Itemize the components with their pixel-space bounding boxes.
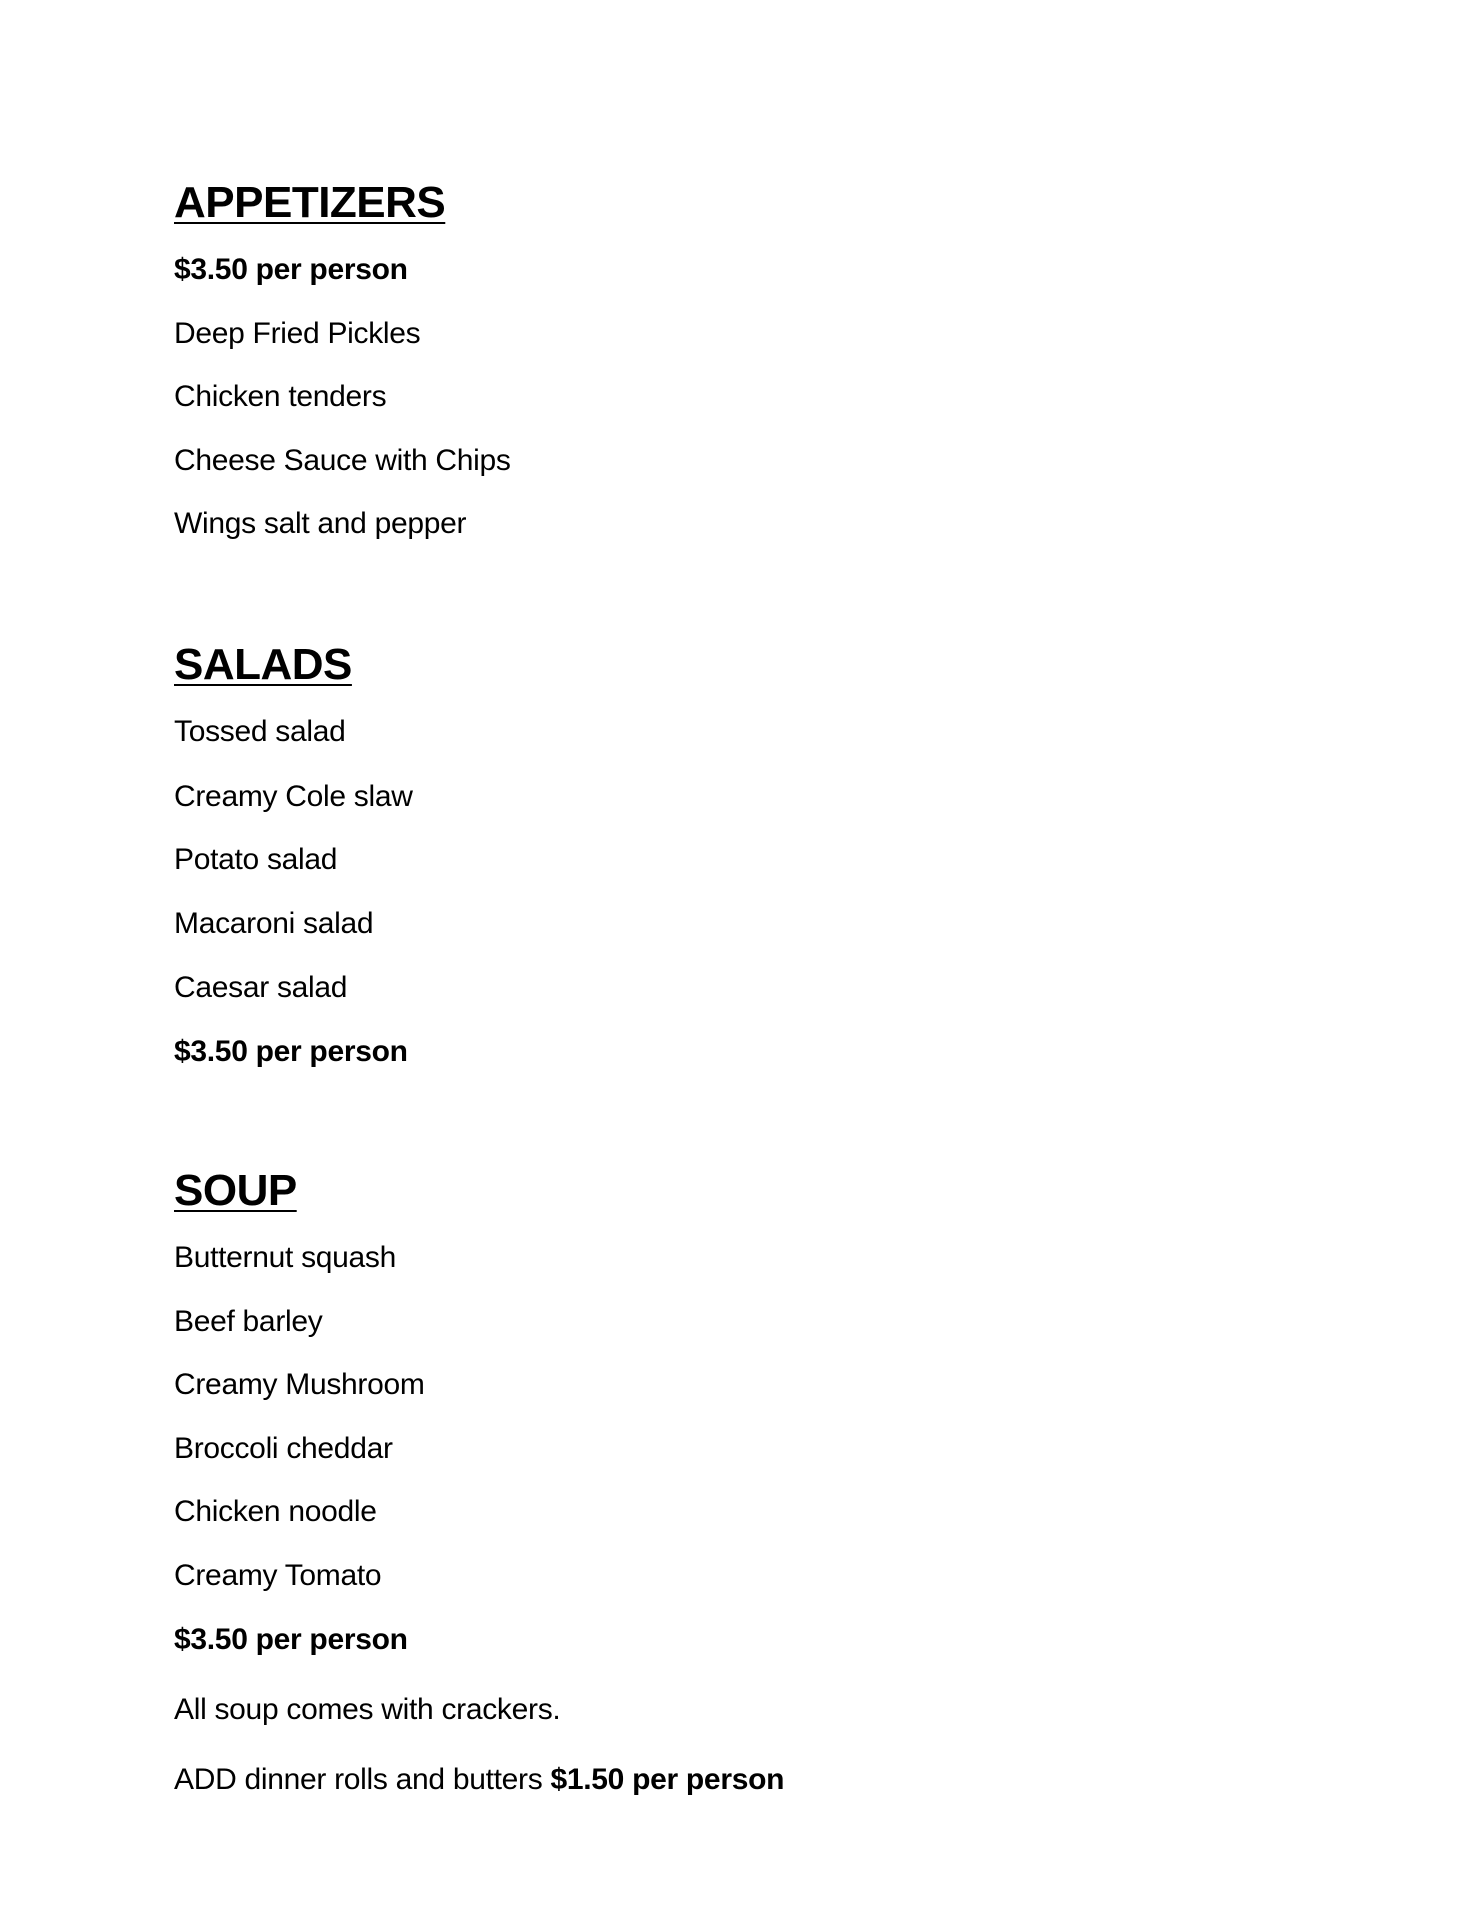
soup-section xyxy=(174,1166,785,1796)
appetizer-item: Chicken tenders xyxy=(174,380,387,413)
soup-price: $3.50 per person xyxy=(174,1623,408,1656)
salads-heading: SALADS xyxy=(174,640,352,689)
soup-addon-text: ADD dinner rolls and butters xyxy=(174,1763,551,1796)
appetizers-heading: APPETIZERS xyxy=(174,178,446,227)
soup-addon xyxy=(174,1762,784,1798)
soup-heading: SOUP xyxy=(174,1166,297,1215)
salads-price: $3.50 per person xyxy=(174,1035,408,1068)
salad-item: Macaroni salad xyxy=(174,907,374,940)
appetizer-item: Deep Fried Pickles xyxy=(174,317,421,350)
soup-item: Creamy Tomato xyxy=(174,1559,382,1592)
soup-item: Butternut squash xyxy=(174,1241,397,1274)
appetizer-item: Cheese Sauce with Chips xyxy=(174,444,511,477)
soup-item: Chicken noodle xyxy=(174,1495,377,1528)
salad-item: Tossed salad xyxy=(174,715,346,748)
salad-item: Potato salad xyxy=(174,843,338,876)
appetizers-section xyxy=(174,178,511,540)
salads-section xyxy=(174,640,413,1068)
soup-addon-price: $1.50 per person xyxy=(550,1763,785,1796)
salad-item: Caesar salad xyxy=(174,971,348,1004)
soup-item: Creamy Mushroom xyxy=(174,1368,425,1401)
appetizer-item: Wings salt and pepper xyxy=(174,507,467,540)
salad-item: Creamy Cole slaw xyxy=(174,780,413,813)
soup-item: Beef barley xyxy=(174,1305,323,1338)
soup-note: All soup comes with crackers. xyxy=(174,1693,561,1726)
soup-item: Broccoli cheddar xyxy=(174,1432,393,1465)
appetizers-price: $3.50 per person xyxy=(174,253,408,286)
